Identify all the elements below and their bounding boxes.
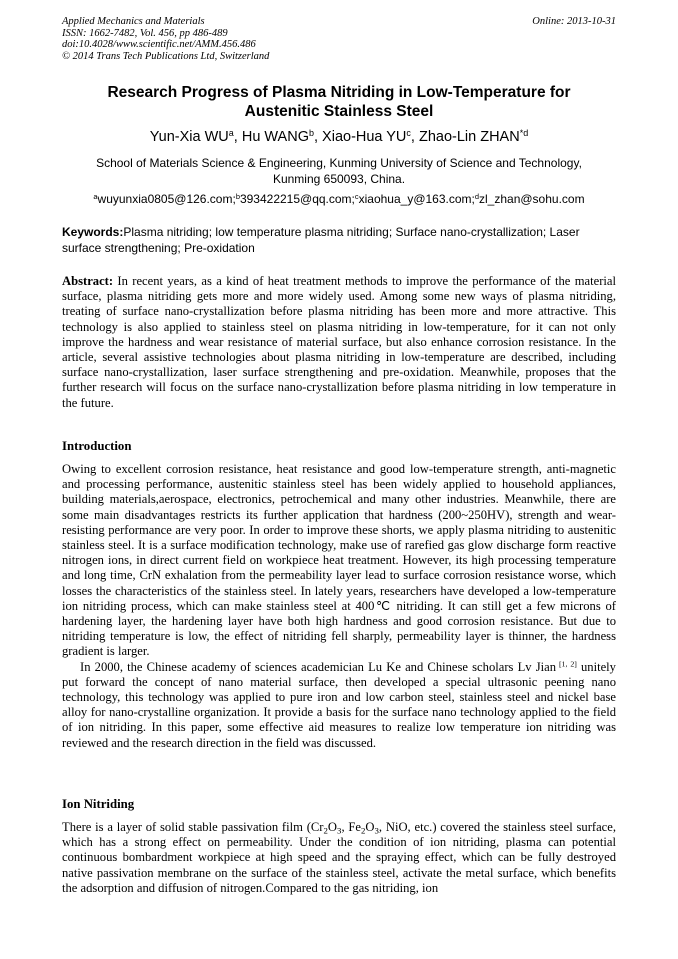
journal-name: Applied Mechanics and Materials [62,16,205,27]
author-separator: , [313,129,323,145]
author-list [62,128,616,146]
chem-subscript: 3 [374,825,379,836]
author-name: Xiao-Hua YU [322,129,407,145]
keywords-text: Plasma nitriding; low temperature plasma nitriding; Surface nano-crystallization; Laser surface strengthening; Pre-oxidation [62,225,580,255]
section-heading-introduction: Introduction [62,439,132,453]
journal-copyright: © 2014 Trans Tech Publications Ltd, Switzerland [62,50,270,62]
ion-nitriding-body [62,820,616,896]
introduction-paragraph-2 [62,660,616,751]
introduction-body [62,462,616,751]
email-mark: b [235,191,240,201]
citation-ref[interactable]: [1, 2] [556,659,577,669]
keywords-block [62,225,616,256]
author-separator: , [233,129,242,145]
chem-subscript: 3 [337,825,342,836]
section-heading-ion-nitriding: Ion Nitriding [62,797,135,811]
author-emails [62,192,616,207]
intro-p2-text-a: In 2000, the Chinese academy of sciences academician Lu Ke and Chinese scholars Lv Jian [80,659,556,674]
online-date: Online: 2013-10-31 [532,16,616,27]
author-affiliation-mark: *d [519,128,529,139]
email-mark: d [474,191,479,201]
author-name: Yun-Xia WU [149,129,229,145]
ion-text: O [365,820,375,834]
email-mark: a [93,191,98,201]
abstract-block [62,274,616,411]
journal-header [62,16,616,62]
chem-subscript: 2 [323,825,328,836]
ion-text: , NiO, etc.) covered the stainless steel surface, which has a strong effect on permeability. Under the condition of ion nitriding, plasma can potential continuous bombardment workpiece at high speed and the spraying effect, which can be fully destroyed native passivation membrane on the surface of the stainless steel, activate the metal surface, which benefits the adsorption and diffusion of nitrogen.Compared to the gas nitriding, ion [62,820,616,895]
journal-doi: doi:10.4028/www.scientific.net/AMM.456.486 [62,39,256,51]
abstract-paragraph [62,274,616,411]
affiliation [62,156,616,187]
abstract-label: Abstract: [62,274,114,288]
paper-title-line1: Research Progress of Plasma Nitriding in Low-Temperature for [107,84,571,101]
author-affiliation-mark: a [228,128,234,139]
ion-text: There is a layer of solid stable passivation film (Cr [62,820,324,834]
intro-p2-text-b: unitely put forward the concept of nano material surface, then developed a special ultrasonic peening nano technology, this technology was applied to pure iron and low carbon steel, stainless steel and nickel base alloy for nano-crystalline organization. It provide a basis for the surface nano technology applied to the field of ion nitriding. In this paper, some effective aid measures to realize low temperature ion nitriding was reviewed and the research direction in the field was discussed. [62,659,616,750]
author-affiliation-mark: c [406,128,411,139]
keywords-label: Keywords: [62,225,124,239]
email-link[interactable]: xiaohua_y@163.com; [358,192,475,206]
journal-issn: ISSN: 1662-7482, Vol. 456, pp 486-489 [62,27,228,39]
author-name: Zhao-Lin ZHAN [418,129,520,145]
email-link[interactable]: 393422215@qq.com; [239,192,355,206]
email-link[interactable]: wuyunxia0805@126.com; [97,192,236,206]
email-mark: c [354,191,359,201]
affiliation-line1: School of Materials Science & Engineering, Kunming University of Science and Technology, [96,156,582,170]
ion-text: O [327,820,338,834]
paper-title-line2: Austenitic Stainless Steel [244,103,434,120]
abstract-text: In recent years, as a kind of heat treatment methods to improve the performance of the material surface, plasma nitriding gets more and more widely used. Among some new ways of plasma nitriding, treating of surface nano-crystallization before plasma nitriding has been more and more attractive. This technology is also applied to stainless steel on plasma nitriding in low-temperature, for it can not only improve the hardness and wear resistance of material surface, but also enhance corrosion resistance. In the article, several assistive technologies about plasma nitriding in low-temperature are described, including surface nano-crystallization, laser surface strengthening and pre-oxidation. Meanwhile, proposes that the further research will focus on the surface nano-crystallization before plasma nitriding in low temperature in the future. [62,274,616,410]
author-name: Hu WANG [241,129,309,145]
email-link[interactable]: zl_zhan@sohu.com [479,192,585,206]
author-separator: , [410,129,419,145]
paper-title [62,83,616,121]
chem-subscript: 2 [360,825,366,836]
ion-text: , Fe [341,820,361,834]
affiliation-line2: Kunming 650093, China. [272,171,406,186]
ion-nitriding-paragraph [62,820,616,896]
introduction-paragraph-1: Owing to excellent corrosion resistance, heat resistance and good low-temperature strength, anti-magnetic and processing performance, austenitic stainless steel has been widely applied to household appliances, building materials,aerospace, electronics, petrochemical and many other industries. Meanwhile, there are some main disadvantages restricts its further application that hardness (200~250HV), strength and wear-resisting performance are very poor. In order to improve these shorts, we apply plasma nitriding to austenitic stainless steel. It is a surface modification technology, make use of rarefied gas glow discharge form reactive nitrogen ions, in direct current field on workpiece heat treatment. However, its high processing temperature and long time, CrN exhalation from the permeability layer lead to surface corrosion resistance worse, which losses the characteristics of the stainless steel. In lately years, researchers have developed a low-temperature ion nitriding process, which can make stainless steel at 400℃ nitriding. It can still get a few microns of hardening layer, the hardening layer have both high hardness and good corrosion resistance. But due to nitriding temperature is low, the effect of nitriding fell sharply, permeability layer is thinner, the hardness gradient is larger. [62,462,616,659]
author-affiliation-mark: b [308,128,314,139]
